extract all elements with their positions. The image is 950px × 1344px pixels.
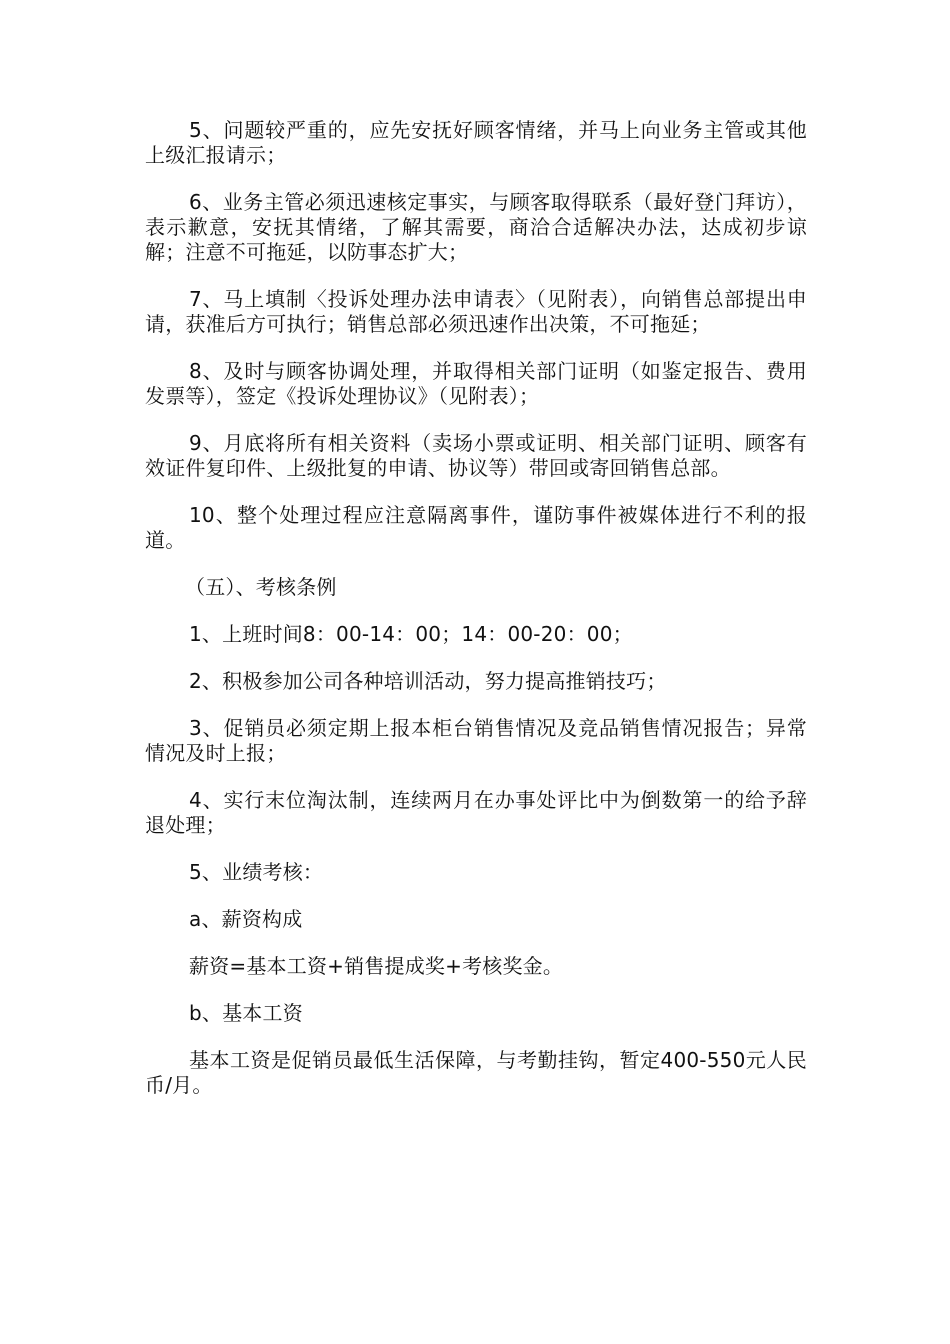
paragraph-performance: 5、业绩考核： (189, 860, 324, 884)
section-heading-assessment: （五）、考核条例 (185, 575, 337, 599)
paragraph-sales-report: 3、促销员必须定期上报本柜台销售情况及竞品销售情况报告；异常情况及时上报； (145, 716, 807, 765)
paragraph-item-10: 10、整个处理过程应注意隔离事件，谨防事件被媒体进行不利的报道。 (145, 503, 807, 552)
subheading-salary-structure: a、薪资构成 (189, 907, 303, 931)
paragraph-item-5: 5、问题较严重的，应先安抚好顾客情绪，并马上向业务主管或其他上级汇报请示； (145, 118, 807, 167)
paragraph-salary-formula: 薪资=基本工资+销售提成奖+考核奖金。 (189, 954, 564, 978)
paragraph-item-9: 9、月底将所有相关资料（卖场小票或证明、相关部门证明、顾客有效证件复印件、上级批复的申请、协议等）带回或寄回销售总部。 (145, 431, 807, 480)
paragraph-work-hours: 1、上班时间8：00-14：00；14：00-20：00； (189, 622, 633, 646)
paragraph-item-7: 7、马上填制〈投诉处理办法申请表〉（见附表），向销售总部提出申请，获准后方可执行；销售总部必须迅速作出决策，不可拖延； (145, 287, 807, 336)
paragraph-elimination: 4、实行末位淘汰制，连续两月在办事处评比中为倒数第一的给予辞退处理； (145, 788, 807, 837)
document-body (145, 118, 807, 1120)
paragraph-item-8: 8、及时与顾客协调处理，并取得相关部门证明（如鉴定报告、费用发票等），签定《投诉处理协议》（见附表）； (145, 359, 807, 408)
subheading-base-salary: b、基本工资 (189, 1001, 303, 1025)
paragraph-training: 2、积极参加公司各种培训活动，努力提高推销技巧； (189, 669, 667, 693)
paragraph-base-salary: 基本工资是促销员最低生活保障，与考勤挂钩，暂定400-550元人民币/月。 (145, 1048, 807, 1097)
paragraph-item-6: 6、业务主管必须迅速核定事实，与顾客取得联系（最好登门拜访），表示歉意，安抚其情绪，了解其需要，商洽合适解决办法，达成初步谅解；注意不可拖延，以防事态扩大； (145, 190, 807, 264)
